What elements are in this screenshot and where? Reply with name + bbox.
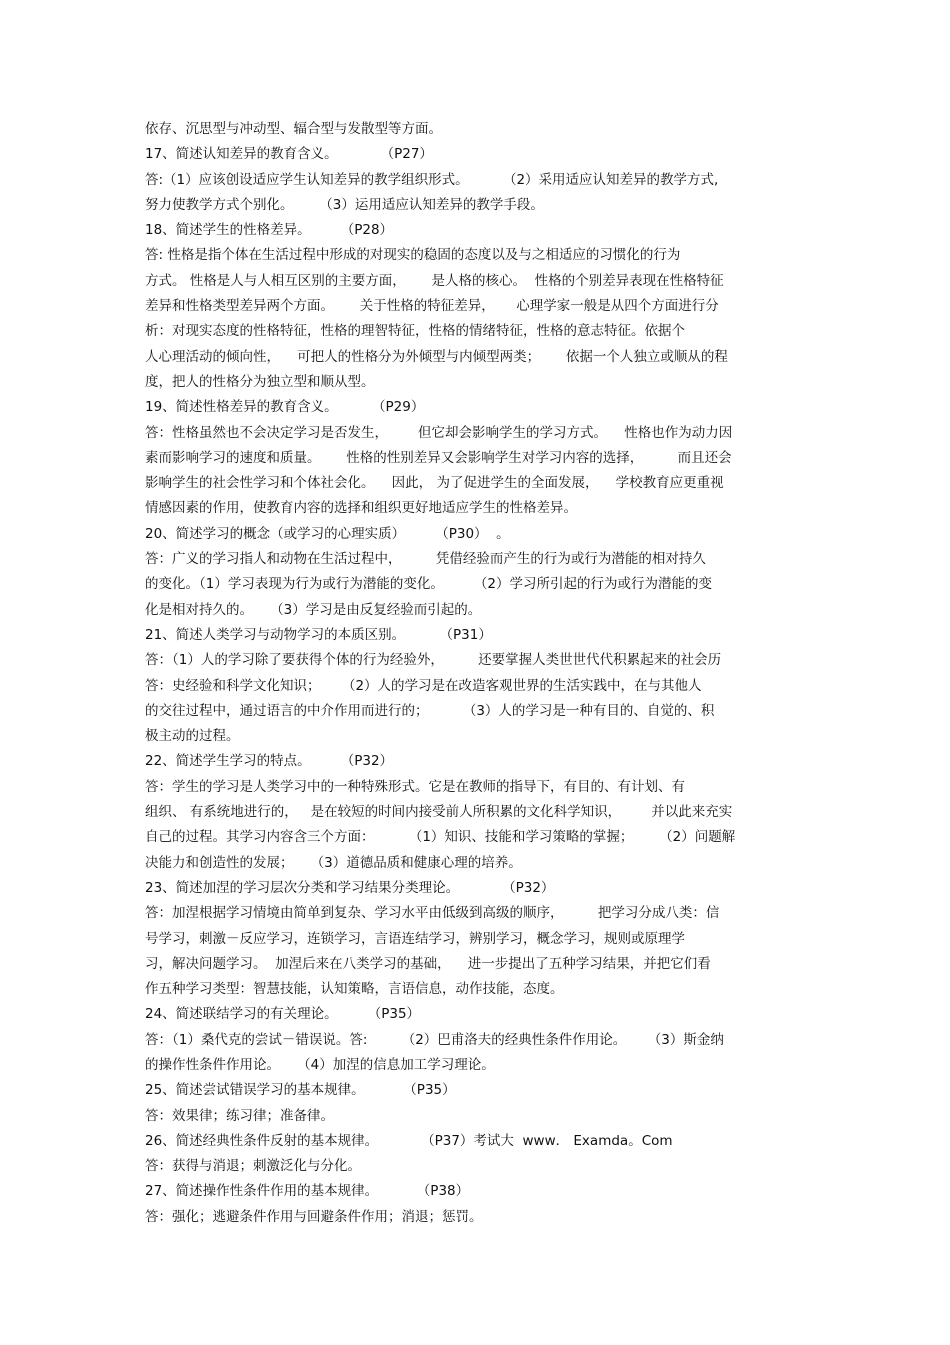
text-line: 情感因素的作用，使教育内容的选择和组织更好地适应学生的性格差异。 [145,500,577,517]
text-line: 影响学生的社会性学习和个体社会化。 因此， 为了促进学生的全面发展， 学校教育应更重视 [145,475,724,492]
text-line: 答：加涅根据学习情境由简单到复杂、学习水平由低级到高级的顺序， 把学习分成八类：信 [145,905,720,922]
text-line: 努力使教学方式个别化。 （3）运用适应认知差异的教学手段。 [145,196,544,213]
text-line: 析：对现实态度的性格特征，性格的理智特征，性格的情绪特征，性格的意志特征。依据个 [145,323,685,340]
text-line: 23、简述加涅的学习层次分类和学习结果分类理论。 （P32） [145,879,555,896]
text-line: 答：获得与消退；刺激泛化与分化。 [145,1158,361,1175]
text-line: 26、简述经典性条件反射的基本规律。 （P37）考试大 www． Examda。Com [145,1132,673,1149]
text-line: 答：（1）桑代克的尝试－错误说。答: （2）巴甫洛夫的经典性条件作用论。 （3）斯金纳 [145,1031,724,1048]
text-line: 20、简述学习的概念（或学习的心理实质） （P30） 。 [145,525,510,542]
text-line: 习，解决问题学习。 加涅后来在八类学习的基础， 进一步提出了五种学习结果，并把它们看 [145,955,711,972]
text-line: 答：学生的学习是人类学习中的一种特殊形式。它是在教师的指导下，有目的、有计划、有 [145,778,685,795]
text-line: 27、简述操作性条件作用的基本规律。 （P38） [145,1183,470,1200]
text-line: 依存、沉思型与冲动型、辐合型与发散型等方面。 [145,121,442,137]
text-line: 度，把人的性格分为独立型和顺从型。 [145,373,375,390]
text-line: 差异和性格类型差异两个方面。 关于性格的特征差异， 心理学家一般是从四个方面进行分 [145,298,719,315]
text-line: 答：强化；逃避条件作用与回避条件作用；消退；惩罚。 [145,1208,483,1225]
text-line: 答：性格虽然也不会决定学习是否发生， 但它却会影响学生的学习方式。 性格也作为动力因 [145,424,733,441]
text-line: 决能力和创造性的发展； （3）道德品质和健康心理的培养。 [145,854,522,871]
text-line: 号学习，刺激－反应学习，连锁学习，言语连结学习，辨别学习，概念学习，规则或原理学 [145,930,685,947]
text-line: 作五种学习类型：智慧技能，认知策略，言语信息，动作技能，态度。 [145,981,564,998]
text-line: 自己的过程。其学习内容含三个方面： （1）知识、技能和学习策略的掌握； （2）问题解 [145,829,736,846]
text-line: 19、简述性格差异的教育含义。 （P29） [145,399,425,416]
text-line: 17、简述认知差异的教育含义。 （P27） [145,146,433,163]
text-line: 答:（1）应该创设适应学生认知差异的教学组织形式。 （2）采用适应认知差异的教学方式, [145,171,719,188]
text-line: 25、简述尝试错误学习的基本规律。 （P35） [145,1082,456,1099]
text-line: 答：史经验和科学文化知识； （2）人的学习是在改造客观世界的生活实践中，在与其他人 [145,677,702,694]
text-line: 人心理活动的倾向性， 可把人的性格分为外倾型与内倾型两类； 依据一个人独立或顺从的程 [145,348,728,365]
text-line: 化是相对持久的。 （3）学习是由反复经验而引起的。 [145,601,482,618]
document-body [145,117,810,1230]
text-line: 的变化。（1）学习表现为行为或行为潜能的变化。 （2）学习所引起的行为或行为潜能的变 [145,576,712,593]
text-line: 24、简述联结学习的有关理论。 （P35） [145,1006,421,1023]
text-line: 的交往过程中，通过语言的中介作用而进行的； （3）人的学习是一种有目的、自觉的、积 [145,702,715,719]
text-line: 素而影响学习的速度和质量。 性格的性别差异又会影响学生对学习内容的选择， 而且还会 [145,449,732,466]
text-line: 答：效果律；练习律；准备律。 [145,1107,334,1124]
text-line: 18、简述学生的性格差异。 （P28） [145,222,394,239]
text-line: 21、简述人类学习与动物学习的本质区别。 （P31） [145,626,492,643]
text-line: 组织、 有系统地进行的， 是在较短的时间内接受前人所积累的文化科学知识， 并以此来充实 [145,804,733,821]
text-line: 答: 性格是指个体在生活过程中形成的对现实的稳固的态度以及与之相适应的习惯化的行为 [145,247,681,264]
text-line: 方式。 性格是人与人相互区别的主要方面， 是人格的核心。 性格的个别差异表现在性格特征 [145,272,724,289]
text-line: 的操作性条件作用论。 （4）加涅的信息加工学习理论。 [145,1056,495,1073]
text-line: 答：广义的学习指人和动物在生活过程中， 凭借经验而产生的行为或行为潜能的相对持久 [145,551,706,568]
text-line: 22、简述学生学习的特点。 （P32） [145,753,394,770]
text-line: 极主动的过程。 [145,728,240,745]
text-line: 答：（1）人的学习除了要获得个体的行为经验外， 还要掌握人类世世代代积累起来的社会历 [145,652,722,669]
